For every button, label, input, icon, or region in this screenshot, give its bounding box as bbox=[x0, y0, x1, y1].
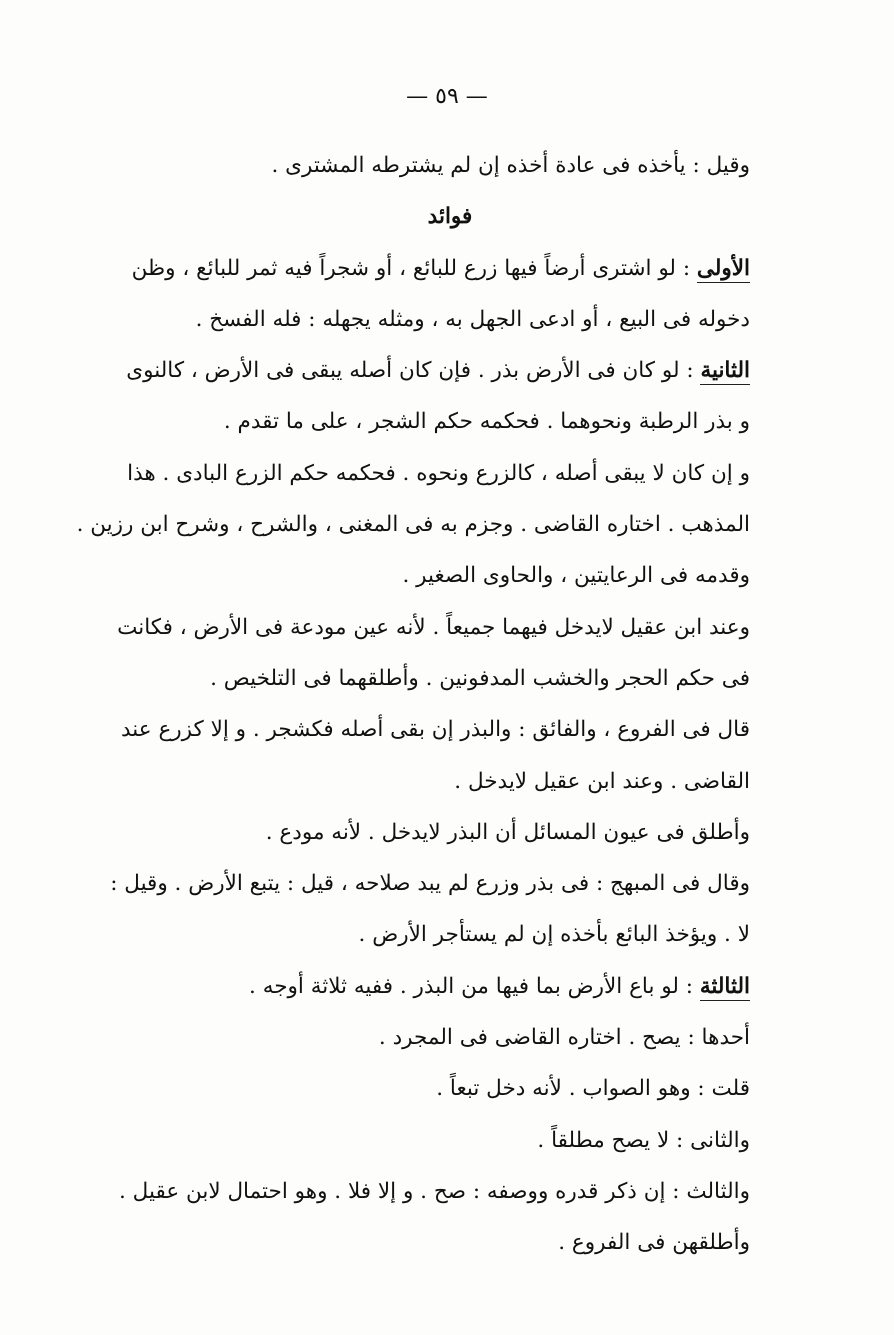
text-line bbox=[121, 704, 750, 755]
line-text: لا . ويؤخذ البائع بأخذه إن لم يستأجر الأرض . bbox=[358, 922, 750, 948]
line-text: والثانى : لا يصح مطلقاً . bbox=[537, 1127, 750, 1153]
text-line bbox=[150, 961, 750, 1012]
text-line bbox=[117, 602, 750, 653]
line-text: وأطلق فى عيون المسائل أن البذر لايدخل . لأنه مودع . bbox=[265, 819, 750, 845]
text-line bbox=[150, 1217, 750, 1268]
text-line bbox=[131, 243, 750, 294]
text-line bbox=[110, 858, 750, 909]
line-text: وأطلقهن فى الفروع . bbox=[558, 1230, 750, 1256]
line-text: المذهب . اختاره القاضى . وجزم به فى المغنى ، والشرح ، وشرح ابن رزين . bbox=[76, 512, 750, 538]
text-line bbox=[150, 653, 750, 704]
line-text: دخوله فى البيع ، أو ادعى الجهل به ، ومثله يجهله : فله الفسخ . bbox=[195, 306, 750, 332]
text-line bbox=[150, 396, 750, 447]
line-text: : لو كان فى الأرض بذر . فإن كان أصله يبقى فى الأرض ، كالنوى bbox=[126, 358, 701, 384]
line-text: فى حكم الحجر والخشب المدفونين . وأطلقهما فى التلخيص . bbox=[210, 665, 750, 691]
text-line bbox=[150, 1115, 750, 1166]
line-text: وقيل : يأخذه فى عادة أخذه إن لم يشترطه المشترى . bbox=[271, 153, 750, 178]
numbered-term: الثالثة bbox=[699, 973, 750, 999]
text-line bbox=[127, 448, 750, 499]
numbered-term: الثانية bbox=[700, 358, 750, 384]
line-text: أحدها : يصح . اختاره القاضى فى المجرد . bbox=[378, 1025, 750, 1051]
text-line bbox=[150, 1063, 750, 1114]
line-text: القاضى . وعند ابن عقيل لايدخل . bbox=[454, 768, 750, 794]
text-line bbox=[150, 294, 750, 345]
line-text: وعند ابن عقيل لايدخل فيهما جميعاً . لأنه عين مودعة فى الأرض ، فكانت bbox=[117, 614, 750, 640]
text-line bbox=[119, 1166, 750, 1217]
text-line bbox=[126, 345, 750, 396]
text-line bbox=[150, 140, 750, 191]
text-line bbox=[76, 499, 750, 550]
line-text: والثالث : إن ذكر قدره ووصفه : صح . و إلا فلا . وهو احتمال لابن عقيل . bbox=[119, 1178, 750, 1204]
line-text: : لو اشترى أرضاً فيها زرع للبائع ، أو شجراً فيه ثمر للبائع ، وظن bbox=[131, 255, 697, 281]
line-text: و بذر الرطبة ونحوهما . فحكمه حكم الشجر ، على ما تقدم . bbox=[223, 409, 750, 435]
line-text: قلت : وهو الصواب . لأنه دخل تبعاً . bbox=[436, 1076, 750, 1102]
text-line bbox=[150, 807, 750, 858]
line-text: : لو باع الأرض بما فيها من البذر . ففيه ثلاثة أوجه . bbox=[249, 973, 700, 999]
text-line bbox=[150, 909, 750, 960]
text-line bbox=[150, 550, 750, 601]
line-text: وقدمه فى الرعايتين ، والحاوى الصغير . bbox=[402, 563, 750, 589]
section-heading bbox=[150, 191, 750, 242]
text-line bbox=[150, 756, 750, 807]
numbered-term: الأولى bbox=[696, 255, 750, 281]
line-text: و إن كان لا يبقى أصله ، كالزرع ونحوه . فحكمه حكم الزرع البادى . هذا bbox=[127, 460, 750, 486]
body-text bbox=[76, 140, 750, 1269]
text-line bbox=[150, 1012, 750, 1063]
page-number: — ٥٩ — bbox=[406, 84, 488, 109]
heading-text: فوائد bbox=[427, 204, 473, 230]
line-text: قال فى الفروع ، والفائق : والبذر إن بقى أصله فكشجر . و إلا كزرع عند bbox=[121, 717, 750, 743]
line-text: وقال فى المبهج : فى بذر وزرع لم يبد صلاحه ، قيل : يتبع الأرض . وقيل : bbox=[110, 871, 750, 897]
